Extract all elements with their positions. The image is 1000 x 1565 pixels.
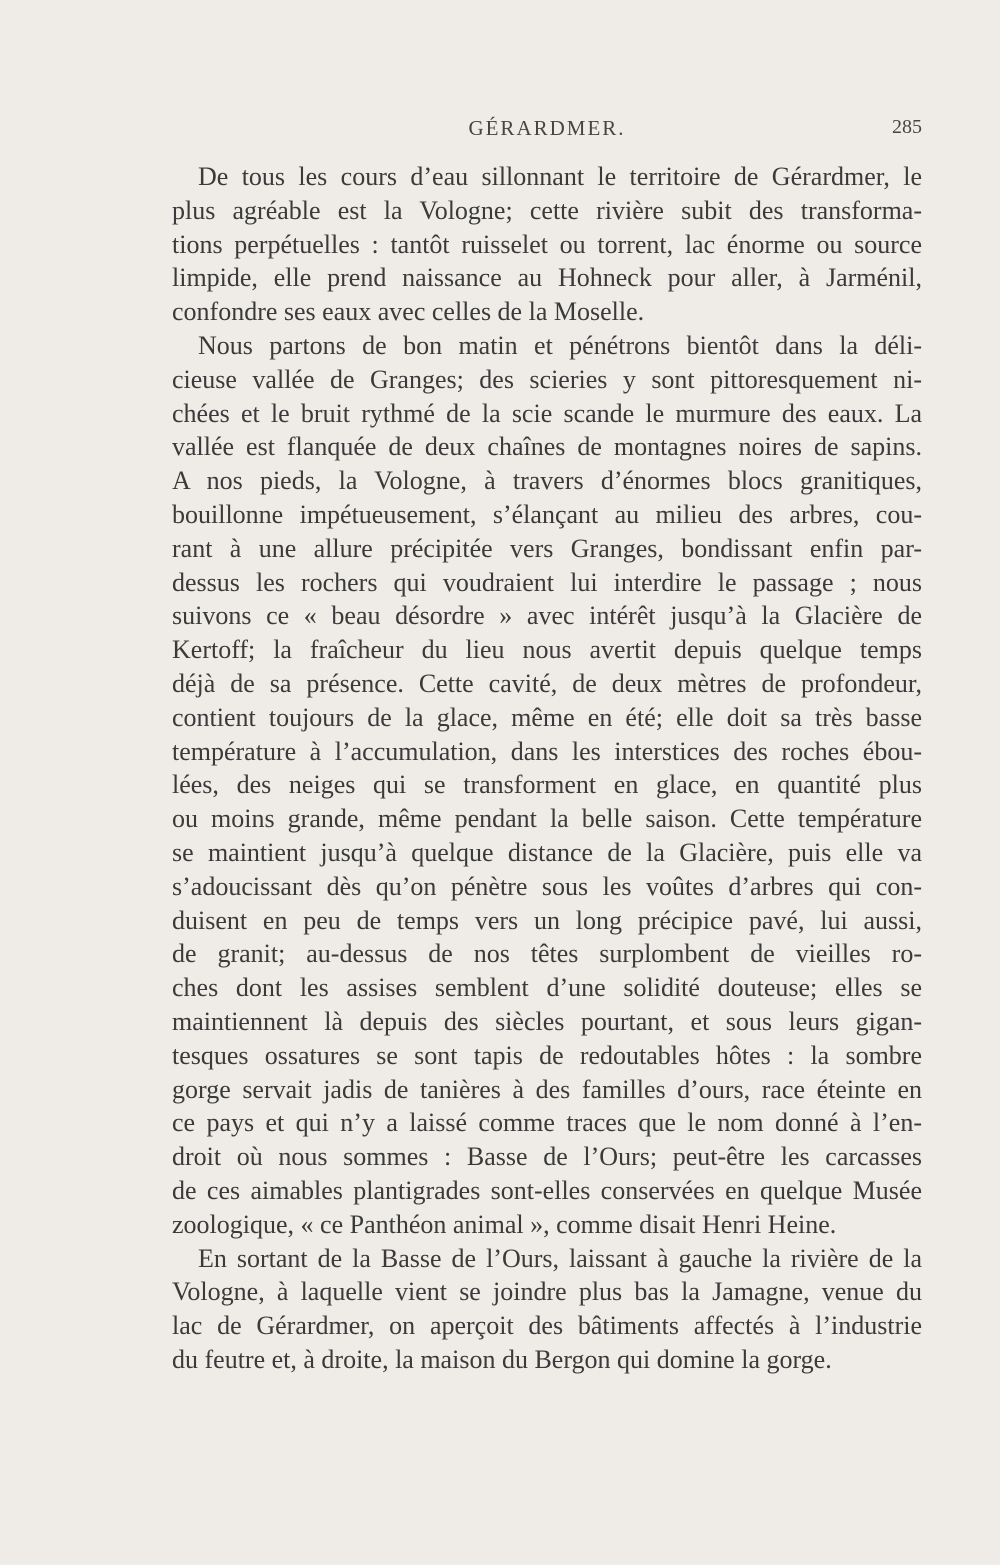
text-line: A nos pieds, la Vologne, à travers d’énormes blocs granitiques, — [172, 466, 922, 496]
text-line: de granit; au-dessus de nos têtes surplombent de vieilles ro- — [172, 939, 922, 969]
body-text — [172, 160, 922, 1377]
text-line: droit où nous sommes : Basse de l’Ours; peut-être les carcasses — [172, 1142, 922, 1172]
text-line: déjà de sa présence. Cette cavité, de deux mètres de profondeur, — [172, 668, 922, 698]
text-line: chées et le bruit rythmé de la scie scande le murmure des eaux. La — [172, 398, 922, 428]
text-line: cieuse vallée de Granges; des scieries y sont pittoresquement ni- — [172, 364, 922, 394]
text-line: dessus les rochers qui voudraient lui interdire le passage ; nous — [172, 567, 922, 597]
text-line: Vologne, à laquelle vient se joindre plus bas la Jamagne, venue du — [172, 1277, 922, 1307]
text-line: vallée est flanquée de deux chaînes de montagnes noires de sapins. — [172, 432, 922, 462]
paragraph-3 — [172, 1242, 922, 1377]
text-line: du feutre et, à droite, la maison du Bergon qui domine la gorge. — [172, 1344, 832, 1374]
text-line: plus agréable est la Vologne; cette rivière subit des transforma- — [172, 195, 922, 225]
paragraph-1 — [172, 160, 922, 329]
text-line: bouillonne impétueusement, s’élançant au milieu des arbres, cou- — [172, 499, 922, 529]
text-line: Kertoff; la fraîcheur du lieu nous avertit depuis quelque temps — [172, 635, 922, 665]
text-line: suivons ce « beau désordre » avec intérêt jusqu’à la Glacière de — [172, 601, 922, 631]
text-line: duisent en peu de temps vers un long précipice pavé, lui aussi, — [172, 905, 922, 935]
text-line: En sortant de la Basse de l’Ours, laissant à gauche la rivière de la — [198, 1243, 922, 1273]
text-line: tesques ossatures se sont tapis de redoutables hôtes : la sombre — [172, 1040, 922, 1070]
text-line: ce pays et qui n’y a laissé comme traces que le nom donné à l’en- — [172, 1108, 922, 1138]
page-number: 285 — [892, 116, 922, 138]
text-line: de ces aimables plantigrades sont-elles conservées en quelque Musée — [172, 1175, 922, 1205]
running-title: GÉRARDMER. — [468, 116, 626, 140]
text-line: confondre ses eaux avec celles de la Moselle. — [172, 297, 645, 327]
text-line: lac de Gérardmer, on aperçoit des bâtiments affectés à l’industrie — [172, 1311, 922, 1341]
text-line: lées, des neiges qui se transforment en glace, en quantité plus — [172, 770, 922, 800]
text-line: se maintient jusqu’à quelque distance de la Glacière, puis elle va — [172, 837, 922, 867]
text-line: limpide, elle prend naissance au Hohneck pour aller, à Jarménil, — [172, 263, 922, 293]
text-line: rant à une allure précipitée vers Granges, bondissant enfin par- — [172, 533, 922, 563]
text-line: maintiennent là depuis des siècles pourtant, et sous leurs gigan- — [172, 1006, 922, 1036]
text-line: zoologique, « ce Panthéon animal », comme disait Henri Heine. — [172, 1209, 837, 1239]
text-line: De tous les cours d’eau sillonnant le territoire de Gérardmer, le — [198, 162, 922, 191]
paragraph-2 — [172, 329, 922, 1242]
text-line: température à l’accumulation, dans les interstices des roches ébou- — [172, 736, 922, 766]
text-line: contient toujours de la glace, même en été; elle doit sa très basse — [172, 702, 922, 732]
page-header — [172, 116, 922, 146]
text-line: ou moins grande, même pendant la belle saison. Cette température — [172, 804, 922, 834]
text-line: Nous partons de bon matin et pénétrons bientôt dans la déli- — [198, 330, 922, 360]
text-line: tions perpétuelles : tantôt ruisselet ou torrent, lac énorme ou source — [172, 229, 922, 259]
text-line: ches dont les assises semblent d’une solidité douteuse; elles se — [172, 973, 922, 1003]
text-line: gorge servait jadis de tanières à des familles d’ours, race éteinte en — [172, 1074, 922, 1104]
text-line: s’adoucissant dès qu’on pénètre sous les voûtes d’arbres qui con- — [172, 871, 922, 901]
